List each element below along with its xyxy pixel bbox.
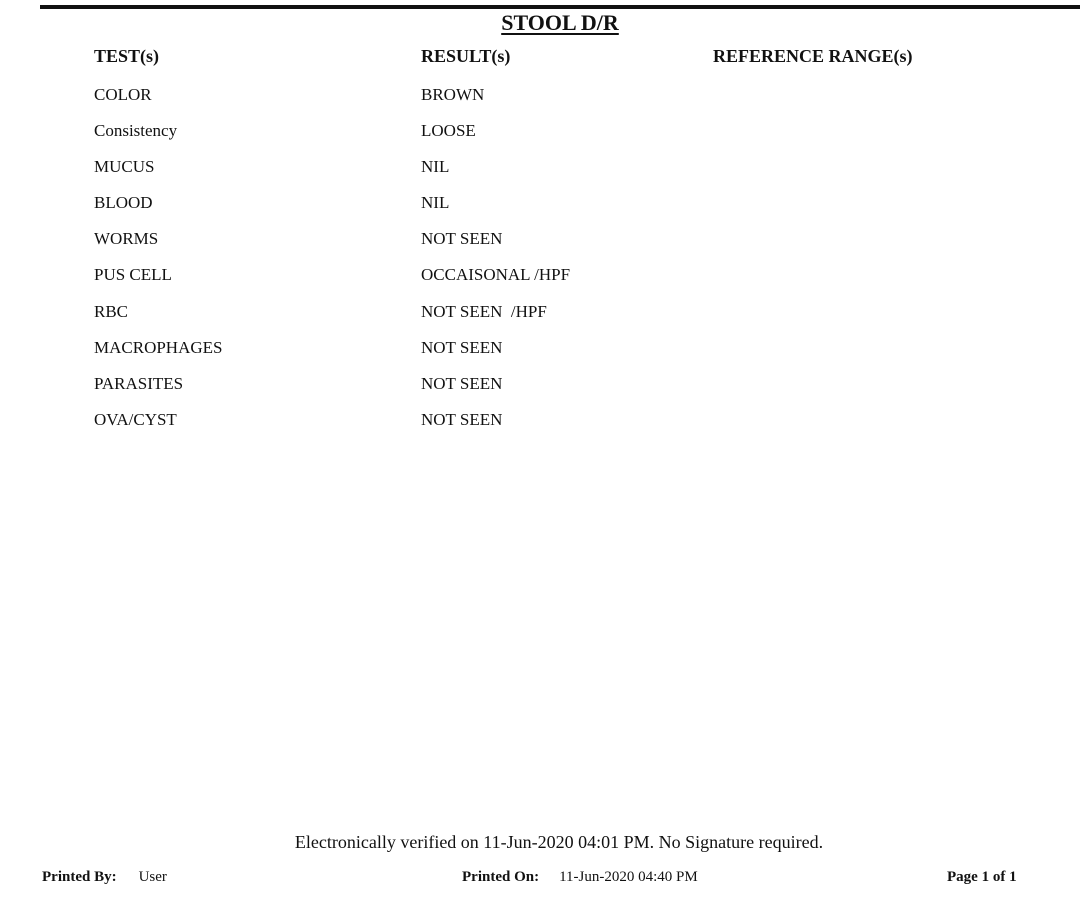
printed-on [462, 869, 698, 886]
table-row [0, 373, 1080, 409]
printed-on-value: 11-Jun-2020 04:40 PM [559, 869, 698, 885]
test-result: BROWN [421, 85, 485, 104]
report-title: STOOL D/R [501, 10, 619, 35]
header-test: TEST(s) [94, 46, 160, 66]
test-result: OCCAISONAL /HPF [421, 265, 571, 285]
test-result: NIL [421, 193, 450, 213]
test-name: BLOOD [94, 193, 153, 213]
test-result: NOT SEEN [421, 373, 503, 393]
header-reference-range: REFERENCE RANGE(s) [713, 46, 913, 66]
printed-on-label: Printed On: [462, 869, 540, 885]
header-result: RESULT(s) [421, 46, 511, 66]
table-row [0, 301, 1080, 337]
test-result: NIL [421, 157, 450, 177]
test-name: WORMS [94, 229, 159, 249]
table-row [0, 84, 1080, 120]
test-name: MUCUS [94, 157, 155, 177]
printed-by-value: User [138, 869, 167, 885]
test-result: LOOSE [421, 121, 476, 141]
test-result: NOT SEEN /HPF [421, 301, 547, 321]
table-row [0, 120, 1080, 156]
table-row [0, 337, 1080, 373]
test-name: Consistency [94, 121, 178, 141]
page-number: Page 1 of 1 [947, 869, 1017, 885]
table-row [0, 192, 1080, 228]
printed-by [42, 869, 167, 886]
test-name: PARASITES [94, 373, 184, 393]
table-row [0, 156, 1080, 192]
printed-by-label: Printed By: [42, 869, 117, 885]
test-name: OVA/CYST [94, 409, 177, 429]
test-name: MACROPHAGES [94, 337, 223, 357]
test-result: NOT SEEN [421, 337, 503, 357]
table-row [0, 264, 1080, 300]
test-name: RBC [94, 301, 129, 321]
test-result: NOT SEEN [421, 409, 503, 429]
table-row [0, 409, 1080, 445]
test-result: NOT SEEN [421, 229, 503, 249]
results-table [0, 84, 1080, 445]
top-rule [40, 5, 1080, 9]
verification-note: Electronically verified on 11-Jun-2020 04:01 PM. No Signature required. [294, 832, 824, 852]
table-row [0, 228, 1080, 264]
test-name: PUS CELL [94, 265, 172, 285]
test-name: COLOR [94, 85, 152, 104]
